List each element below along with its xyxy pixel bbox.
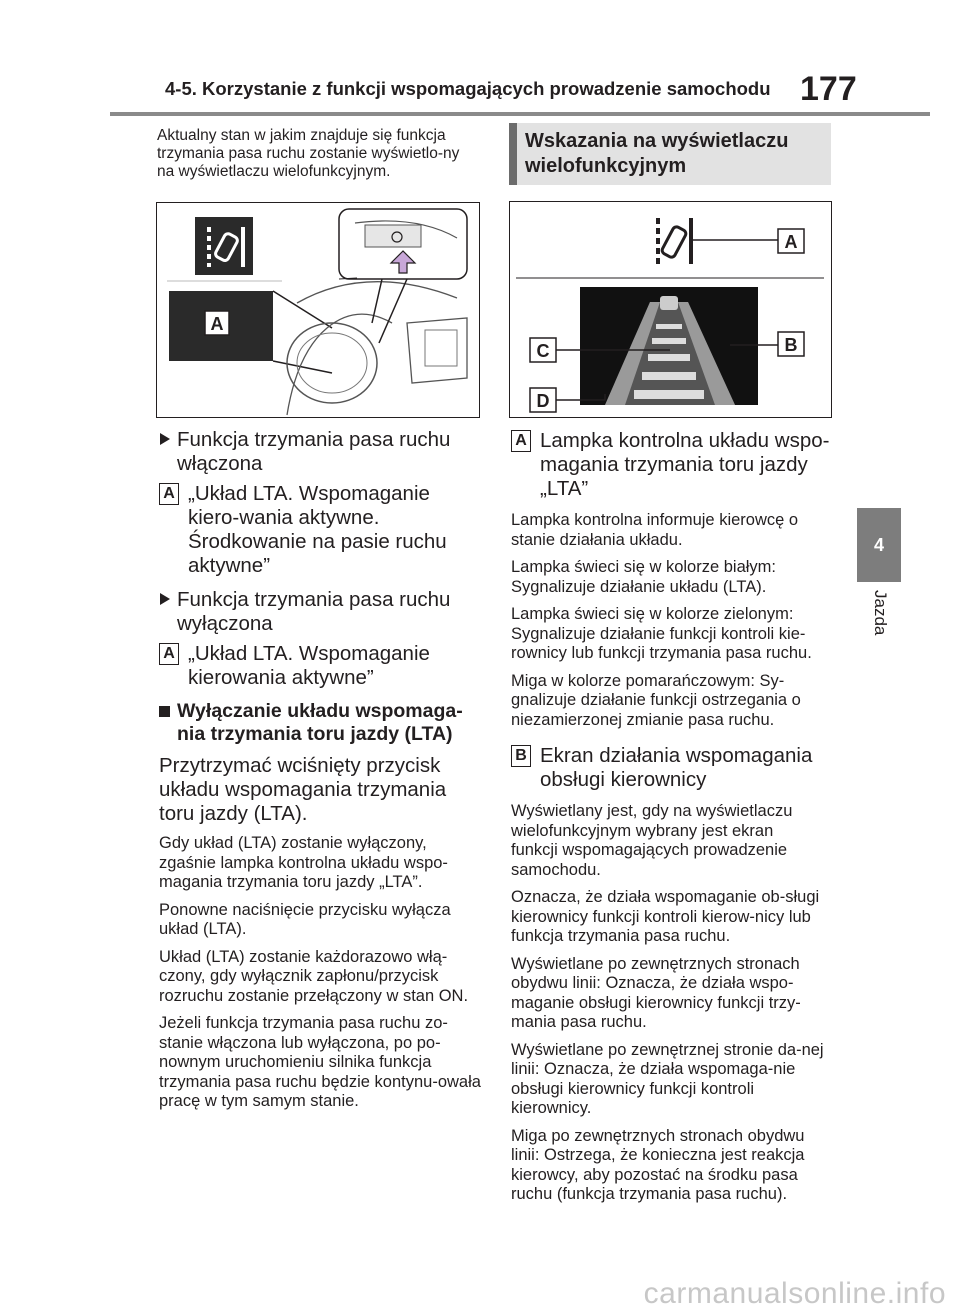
paragraph: Wyświetlane po zewnętrznych stronach obydwu linii: Oznacza, że działa wspo-maganie obsługi kierownicy funkcji trzy-mania pasa ruchu. bbox=[511, 954, 801, 1031]
item-lta-on bbox=[159, 428, 481, 476]
paragraph: Wyświetlany jest, gdy na wyświetlaczu wielofunkcyjnym wybrany jest ekran funkcji wspomagających prowadzenie samochodu. bbox=[511, 802, 793, 879]
left-intro: Aktualny stan w jakim znajduje się funkcja trzymania pasa ruchu zostanie wyświetlo-ny na wyświetlaczu wielofunkcyjnym. bbox=[157, 127, 460, 180]
callout-d: D bbox=[536, 391, 550, 411]
section-disable-lta bbox=[159, 700, 481, 746]
chapter-tab: 4 bbox=[857, 508, 901, 582]
chapter-label: Jazda bbox=[871, 590, 890, 636]
paragraph: Lampka świeci się w kolorze białym: Sygnalizuje działanie układu (LTA). bbox=[511, 558, 777, 596]
item-lta-on-message bbox=[159, 482, 481, 578]
dashboard-illustration bbox=[157, 203, 478, 416]
callout-c: C bbox=[536, 341, 550, 361]
item-lta-off-text: „Układ LTA. Wspomaganie kierowania aktywne” bbox=[188, 642, 430, 689]
callout-a: A bbox=[784, 232, 798, 252]
paragraph: Gdy układ (LTA) zostanie wyłączony, zgaśnie lampka kontrolna układu wspo-magania trzymania toru jazdy „LTA”. bbox=[159, 834, 448, 891]
display-figure bbox=[509, 201, 832, 418]
section-disable-lta-heading: Wyłączanie układu wspomaga-nia trzymania toru jazdy (LTA) bbox=[177, 700, 463, 745]
page-number: 177 bbox=[800, 70, 857, 108]
square-bullet-icon bbox=[159, 700, 177, 746]
paragraph: Jeżeli funkcja trzymania pasa ruchu zo-stanie włączona lub wyłączona, po po-nownym uruchomieniu silnika funkcja trzymania pasa ruchu będzie kontynu-owała pracę w tym samym stanie. bbox=[159, 1014, 481, 1110]
item-lta-on-text: „Układ LTA. Wspomaganie kiero-wania aktywne. Środkowanie na pasie ruchu aktywne” bbox=[188, 482, 447, 577]
paragraph: Lampka kontrolna informuje kierowcę o stanie działania układu. bbox=[511, 511, 799, 549]
dashboard-figure bbox=[156, 202, 480, 418]
paragraph: Oznacza, że działa wspomaganie ob-sługi kierownicy funkcji kontroli kierow-nicy lub funkcja trzymania pasa ruchu. bbox=[511, 888, 820, 945]
disable-instruction: Przytrzymać wciśnięty przycisk układu wspomagania trzymania toru jazdy (LTA). bbox=[159, 754, 447, 825]
indicator-box-a: A bbox=[511, 430, 531, 452]
item-lta-off bbox=[159, 588, 481, 636]
paragraph: Lampka świeci się w kolorze zielonym: Sygnalizuje działanie funkcji kontroli kie-rownicy lub funkcji trzymania pasa ruchu. bbox=[511, 605, 812, 662]
triangle-bullet-icon bbox=[159, 588, 177, 636]
item-a bbox=[511, 429, 831, 501]
item-b-title: Ekran działania wspomagania obsługi kierownicy bbox=[540, 744, 813, 791]
paragraph: Ponowne naciśnięcie przycisku wyłącza układ (LTA). bbox=[159, 900, 451, 938]
watermark: carmanualsonline.info bbox=[643, 1277, 946, 1310]
paragraph: Układ (LTA) zostanie każdorazowo włą-czony, gdy wyłącznik zapłonu/przycisk rozruchu zostanie przełączony w stan ON. bbox=[159, 947, 469, 1005]
section-heading-display: Wskazania na wyświetlaczu wielofunkcyjnym bbox=[509, 123, 831, 185]
indicator-box-a: A bbox=[159, 643, 179, 665]
indicator-box-a: A bbox=[159, 483, 179, 505]
paragraph: Wyświetlane po zewnętrznej stronie da-nej linii: Oznacza, że działa wspomaga-nie obsługi kierownicy funkcji kontroli kierownicy. bbox=[511, 1040, 824, 1117]
mfd-illustration bbox=[510, 202, 830, 416]
paragraph: Miga w kolorze pomarańczowym: Sy-gnalizuje działanie funkcji ostrzegania o niezamierzonej zmianie pasa ruchu. bbox=[511, 671, 801, 729]
paragraph: Miga po zewnętrznych stronach obydwu linii: Ostrzega, że konieczna jest reakcja kierowcy, aby pozostać na środku pasa ruchu (funkcja trzymania pasa ruchu). bbox=[511, 1126, 805, 1203]
item-lta-on-title: Funkcja trzymania pasa ruchu włączona bbox=[177, 428, 451, 475]
triangle-bullet-icon bbox=[159, 428, 177, 476]
figure-label-a: A bbox=[210, 314, 224, 334]
item-lta-off-message bbox=[159, 642, 481, 690]
callout-b: B bbox=[784, 335, 798, 355]
item-a-title: Lampka kontrolna układu wspo-magania trzymania toru jazdy „LTA” bbox=[540, 429, 830, 500]
header-rule bbox=[110, 112, 930, 116]
page-header-title: 4-5. Korzystanie z funkcji wspomagających prowadzenie samochodu bbox=[165, 78, 771, 99]
item-lta-off-title: Funkcja trzymania pasa ruchu wyłączona bbox=[177, 588, 451, 635]
item-b bbox=[511, 744, 831, 792]
indicator-box-b: B bbox=[511, 745, 531, 767]
